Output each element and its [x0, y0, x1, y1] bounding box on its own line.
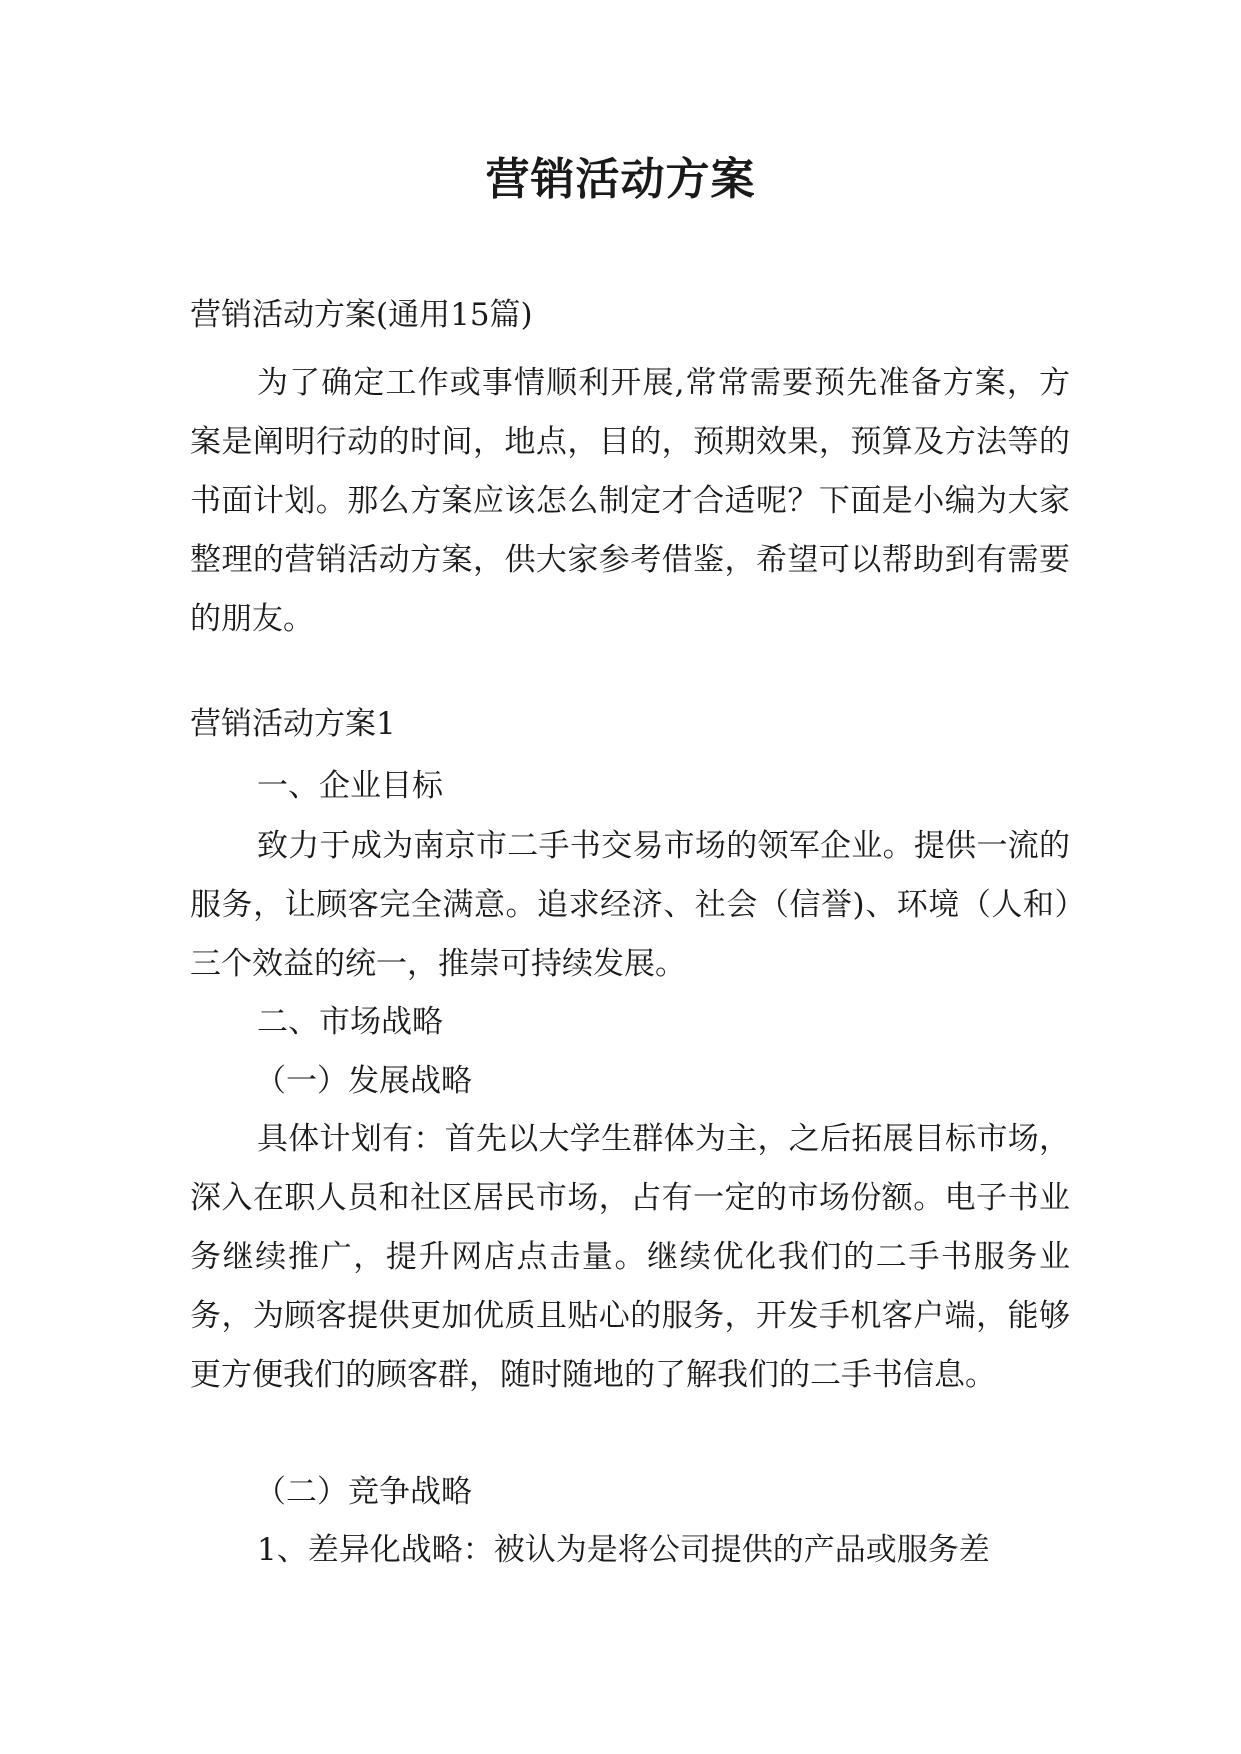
heading-market-strategy: 二、市场战略	[257, 1004, 443, 1040]
intro-paragraph: 为了确定工作或事情顺利开展,常常需要预先准备方案，方案是阐明行动的时间，地点，目的，预期效果，预算及方法等的书面计划。那么方案应该怎么制定才合适呢？下面是小编为大家整理的营销活动方案，供大家参考借鉴，希望可以帮助到有需要的朋友。	[190, 365, 1070, 637]
document-subtitle: 营销活动方案(通用15篇)	[190, 297, 533, 333]
paragraph-development-strategy: 具体计划有：首先以大学生群体为主，之后拓展目标市场，深入在职人员和社区居民市场，占有一定的市场份额。电子书业务继续推广，提升网店点击量。继续优化我们的二手书服务业务，为顾客提供更加优质且贴心的服务，开发手机客户端，能够更方便我们的顾客群，随时随地的了解我们的二手书信息。	[190, 1121, 1070, 1393]
document-title: 营销活动方案	[485, 154, 756, 205]
heading-competition-strategy: （二）竞争战略	[255, 1474, 472, 1510]
heading-development-strategy: （一）发展战略	[255, 1063, 472, 1099]
paragraph-enterprise-goals: 致力于成为南京市二手书交易市场的领军企业。提供一流的服务，让顾客完全满意。追求经济、社会（信誉)、环境（人和）三个效益的统一，推崇可持续发展。	[190, 828, 1070, 982]
paragraph-differentiation: 1、差异化战略：被认为是将公司提供的产品或服务差	[257, 1532, 990, 1568]
heading-enterprise-goals: 一、企业目标	[257, 768, 443, 804]
section-title: 营销活动方案1	[190, 706, 396, 742]
